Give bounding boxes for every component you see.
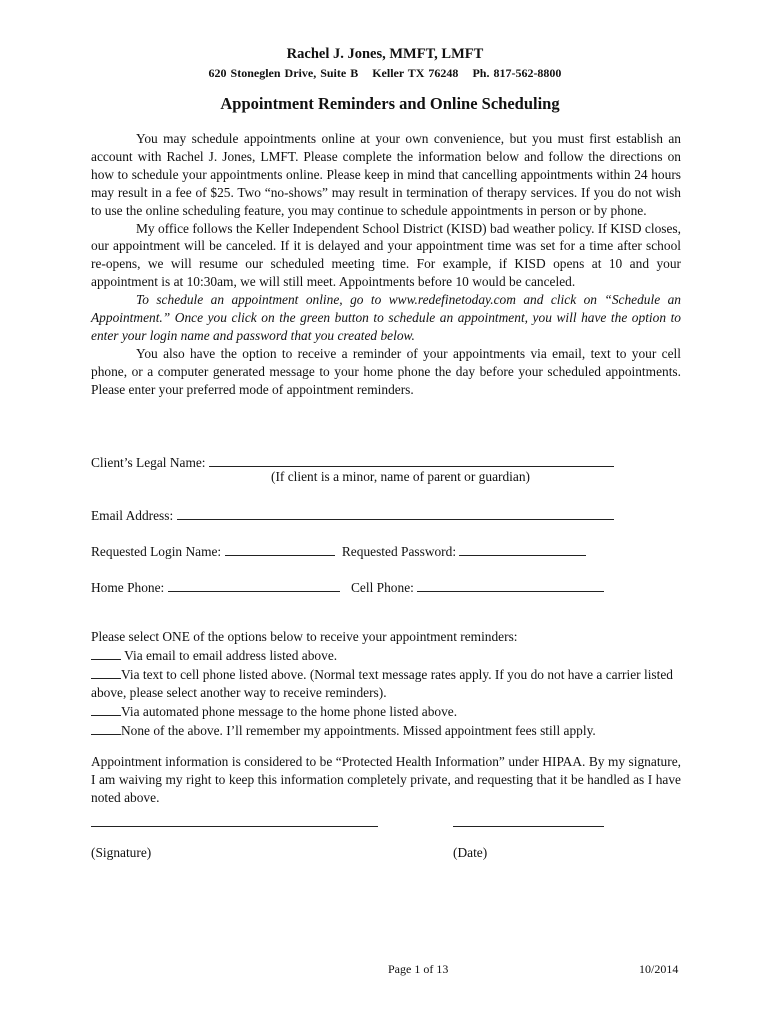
reminder-phone-label: Via automated phone message to the home phone listed above. (121, 703, 458, 719)
city-state-zip: Keller TX 76248 (372, 66, 459, 80)
practitioner-name: Rachel J. Jones, MMFT, LMFT (286, 46, 484, 62)
page-number: Page 1 of 13 (388, 962, 449, 976)
reminder-text-blank[interactable] (91, 665, 121, 679)
signature-label: (Signature) (91, 845, 152, 860)
home-phone-label: Home Phone: (91, 580, 165, 595)
page-title: Appointment Reminders and Online Scheduling (220, 94, 560, 113)
paragraph-online-scheduling: You may schedule appointments online at your own convenience, but you must first establish an account with Rachel J. Jones, LMFT. Please complete the information below and follow the directions on how to schedule your appointments online. Please keep in mind that cancelling appointments within 24 hours may result in a fee of $25. Two “no-shows” may result in termination of therapy services. If you do not wish to use the online scheduling feature, you may continue to schedule appointments in person or by phone. (91, 131, 681, 218)
phone-row (91, 577, 604, 596)
reminder-option-none (91, 721, 681, 740)
password-field[interactable] (459, 541, 586, 556)
paragraph-reminder-options: You also have the option to receive a reminder of your appointments via email, text to your cell phone, or a computer generated message to your home phone the day before your scheduled appointments. Please enter your preferred mode of appointment reminders. (91, 345, 681, 397)
email-field[interactable] (177, 505, 614, 520)
home-phone-field[interactable] (168, 577, 340, 592)
reminder-option-email (91, 646, 681, 665)
login-row (91, 541, 586, 560)
date-line[interactable] (453, 826, 604, 827)
cell-phone-field[interactable] (417, 577, 604, 592)
client-name-field[interactable] (209, 452, 614, 467)
phone-number: Ph. 817-562-8800 (472, 66, 562, 80)
intro-text (91, 130, 681, 399)
reminder-none-label: None of the above. I’ll remember my appointments. Missed appointment fees still apply. (121, 722, 596, 738)
reminder-intro: Please select ONE of the options below to receive your appointment reminders: (91, 629, 518, 644)
practice-address (0, 66, 770, 81)
reminder-email-label: Via email to email address listed above. (124, 647, 338, 663)
street-address: 620 Stoneglen Drive, Suite B (208, 66, 359, 80)
login-name-field[interactable] (225, 541, 335, 556)
client-name-note: (If client is a minor, name of parent or guardian) (271, 469, 530, 484)
reminder-email-blank[interactable] (91, 646, 121, 660)
client-name-label: Client’s Legal Name: (91, 455, 206, 470)
hipaa-statement: Appointment information is considered to be “Protected Health Information” under HIPAA. By my signature, I am waiving my right to keep this information completely private, and requesting that it be handled as I have noted above. (91, 754, 681, 805)
reminder-phone-blank[interactable] (91, 702, 121, 716)
password-label: Requested Password: (341, 544, 457, 559)
reminder-none-blank[interactable] (91, 721, 121, 735)
reminder-option-phone (91, 702, 681, 721)
reminder-text-label: Via text to cell phone listed above. (Normal text message rates apply. If you do not have a carrier listed above, please select another way to receive reminders). (91, 666, 673, 700)
email-label: Email Address: (91, 508, 174, 523)
revision-date: 10/2014 (639, 962, 679, 976)
email-row (91, 505, 614, 524)
date-label: (Date) (453, 845, 488, 860)
cell-phone-label: Cell Phone: (351, 580, 414, 595)
reminder-options (91, 628, 681, 739)
signature-line[interactable] (91, 826, 378, 827)
paragraph-weather-policy: My office follows the Keller Independent School District (KISD) bad weather policy. If KISD closes, our appointment will be canceled. If it is delayed and your appointment time was set for a time after school re-opens, we will resume our scheduled meeting time. For example, if KISD opens at 10 and your appointment is at 10:30am, we will still meet. Appointments before 10 would be canceled. (91, 220, 681, 290)
login-name-label: Requested Login Name: (91, 544, 222, 559)
reminder-option-text (91, 665, 681, 702)
paragraph-how-to-schedule: To schedule an appointment online, go to www.redefinetoday.com and click on “Schedule an Appointment.” Once you click on the green button to schedule an appointment, you will have the option to enter your login name and password that you created below. (91, 292, 681, 343)
